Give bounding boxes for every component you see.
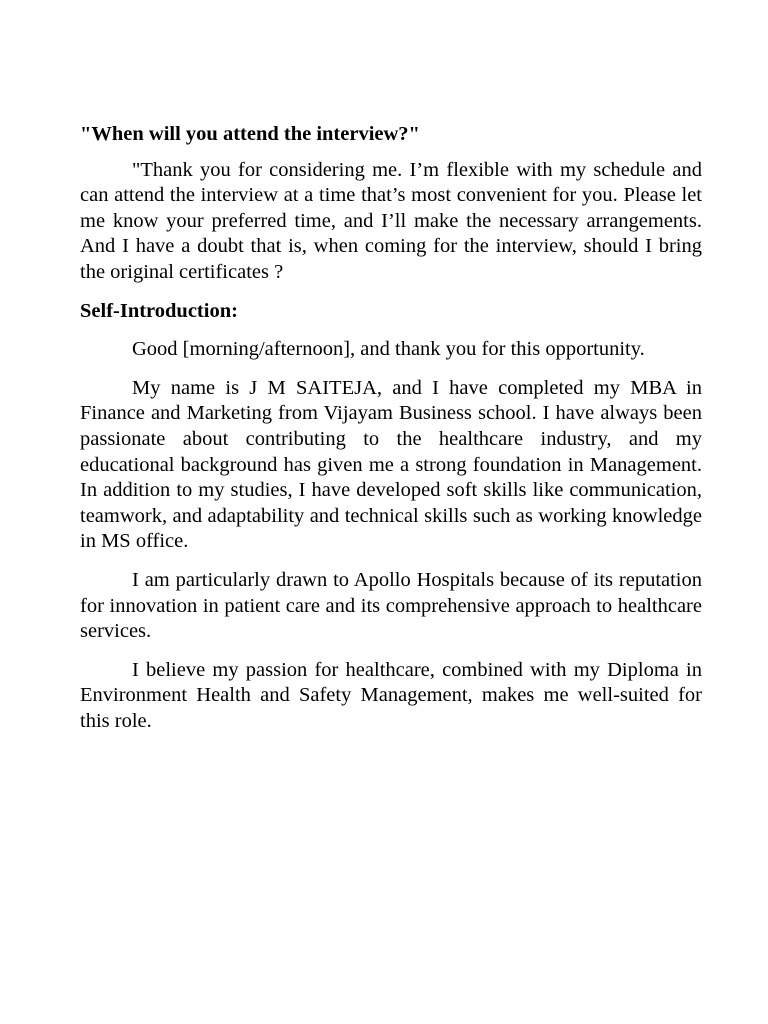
- answer-paragraph: "Thank you for considering me. I’m flexible with my schedule and can attend the interview at a time that’s most convenient for you. Please let me know your preferred time, and I’ll make the necessary arrangements. And I have a doubt that is, when coming for the interview, should I bring the original certificates ?: [80, 158, 702, 283]
- greeting-paragraph: Good [morning/afternoon], and thank you for this opportunity.: [132, 338, 645, 361]
- question-heading: "When will you attend the interview?": [80, 123, 420, 145]
- spacer: [80, 555, 702, 568]
- spacer: [80, 363, 702, 376]
- background-paragraph: My name is J M SAITEJA, and I have completed my MBA in Finance and Marketing from Vijayam Business school. I have always been passionate about contributing to the healthcare industry, and my educational background has given me a strong foundation in Management. In addition to my studies, I have developed soft skills like communication, teamwork, and adaptability and technical skills such as working knowledge in MS office.: [80, 376, 702, 553]
- spacer: [80, 645, 702, 658]
- spacer: [80, 286, 702, 299]
- spacer: [80, 148, 702, 158]
- closing-paragraph: I believe my passion for healthcare, combined with my Diploma in Environment Health and Safety Management, makes me well-suited for this role.: [80, 658, 702, 732]
- motivation-paragraph: I am particularly drawn to Apollo Hospitals because of its reputation for innovation in patient care and its comprehensive approach to healthcare services.: [80, 568, 702, 643]
- self-introduction-heading: Self-Introduction:: [80, 299, 238, 322]
- spacer: [80, 324, 702, 337]
